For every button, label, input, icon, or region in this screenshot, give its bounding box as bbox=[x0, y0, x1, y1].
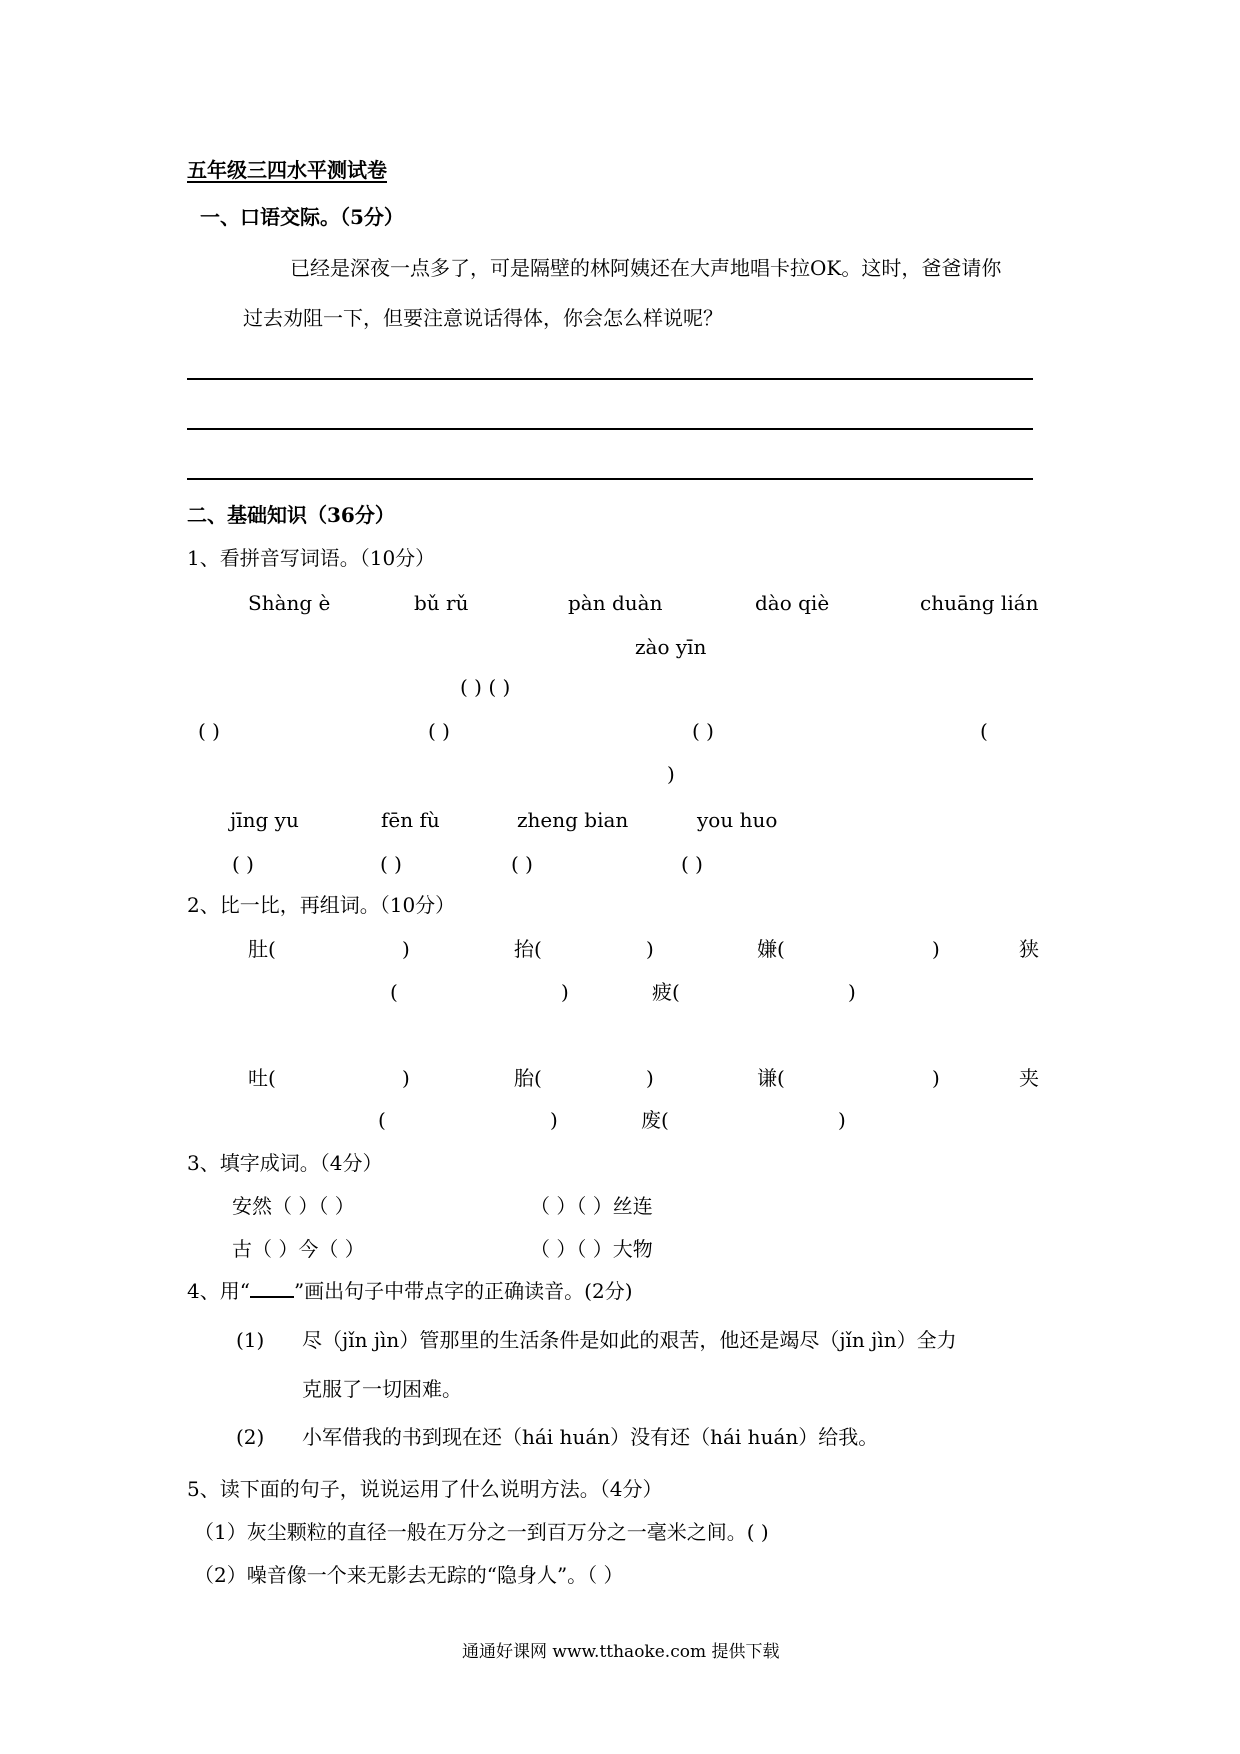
compare-char: 胎( bbox=[514, 1066, 542, 1090]
q4-item1-line2: 克服了一切困难。 bbox=[302, 1377, 462, 1401]
compare-paren: ) bbox=[550, 1108, 558, 1132]
pinyin-word: bǔ rǔ bbox=[414, 591, 469, 615]
q3-heading: 3、填字成词。（4分） bbox=[187, 1151, 383, 1175]
page-footer: 通通好课网 www.tthaoke.com 提供下载 bbox=[462, 1642, 780, 1662]
q5-item2: （2）噪音像一个来无影去无踪的“隐身人”。（ ） bbox=[194, 1563, 624, 1587]
q2-heading: 2、比一比，再组词。（10分） bbox=[187, 893, 456, 917]
compare-char: 吐( bbox=[248, 1066, 276, 1090]
q4-item-number: (2) bbox=[236, 1425, 265, 1449]
answer-parens: ( ) bbox=[198, 719, 220, 743]
answer-parens: ( ) bbox=[692, 719, 714, 743]
pinyin-word: fēn fù bbox=[381, 808, 440, 832]
underline-mark bbox=[250, 1280, 294, 1298]
compare-char: 疲( bbox=[652, 980, 680, 1004]
answer-parens: ( ) bbox=[511, 852, 533, 876]
section1-paragraph-line1: 已经是深夜一点多了，可是隔壁的林阿姨还在大声地唱卡拉OK。这时，爸爸请你 bbox=[290, 256, 1002, 280]
pinyin-word: chuāng lián bbox=[920, 591, 1039, 615]
answer-parens: ( ) bbox=[232, 852, 254, 876]
answer-parens: ( bbox=[980, 719, 988, 743]
answer-parens: ( ) bbox=[380, 852, 402, 876]
idiom-blank: 安然（ ）（ ） bbox=[232, 1194, 355, 1218]
compare-paren: ( bbox=[378, 1108, 386, 1132]
answer-line-2 bbox=[187, 428, 1033, 430]
compare-char: 废( bbox=[641, 1108, 669, 1132]
pinyin-word: pàn duàn bbox=[568, 591, 663, 615]
pinyin-word: you huo bbox=[697, 808, 778, 832]
compare-paren: ) bbox=[848, 980, 856, 1004]
answer-parens: ( ) ( ) bbox=[460, 675, 511, 699]
compare-char: 肚( bbox=[248, 937, 276, 961]
q4-item2-line1: 小军借我的书到现在还（hái huán）没有还（hái huán）给我。 bbox=[302, 1425, 879, 1449]
answer-parens: ( ) bbox=[681, 852, 703, 876]
pinyin-word: dào qiè bbox=[755, 591, 830, 615]
answer-line-3 bbox=[187, 478, 1033, 480]
compare-paren: ( bbox=[390, 980, 398, 1004]
q4-heading: 4、用“ ”画出句子中带点字的正确读音。(2分) bbox=[187, 1279, 633, 1303]
compare-char: 嫌( bbox=[757, 937, 785, 961]
compare-paren: ) bbox=[646, 1066, 654, 1090]
compare-paren: ) bbox=[838, 1108, 846, 1132]
section1-heading: 一、口语交际。（5分） bbox=[200, 205, 404, 229]
compare-paren: ) bbox=[402, 937, 410, 961]
compare-paren: ) bbox=[646, 937, 654, 961]
section2-heading: 二、基础知识（36分） bbox=[187, 503, 395, 527]
pinyin-word: Shàng è bbox=[248, 591, 331, 615]
q1-heading: 1、看拼音写词语。（10分） bbox=[187, 546, 436, 570]
idiom-blank: 古（ ）今（ ） bbox=[232, 1237, 365, 1261]
compare-paren: ) bbox=[932, 937, 940, 961]
page-title: 五年级三四水平测试卷 bbox=[187, 158, 387, 182]
pinyin-word: jīng yu bbox=[230, 808, 299, 832]
section1-paragraph-line2: 过去劝阻一下，但要注意说话得体，你会怎么样说呢？ bbox=[243, 306, 723, 330]
pinyin-word: zheng bian bbox=[517, 808, 629, 832]
q4-item1-line1: 尽（jǐn jìn）管那里的生活条件是如此的艰苦，他还是竭尽（jǐn jìn）全力 bbox=[302, 1328, 957, 1352]
compare-char: 夹 bbox=[1019, 1066, 1039, 1090]
compare-paren: ) bbox=[402, 1066, 410, 1090]
q4-item-number: (1) bbox=[236, 1328, 265, 1352]
idiom-blank: （ ）（ ）丝连 bbox=[530, 1194, 653, 1218]
pinyin-word: zào yīn bbox=[635, 635, 707, 659]
q5-item1: （1）灰尘颗粒的直径一般在万分之一到百万分之一毫米之间。( ) bbox=[194, 1520, 769, 1544]
answer-parens: ( ) bbox=[428, 719, 450, 743]
answer-parens: ) bbox=[667, 762, 675, 786]
compare-char: 狭 bbox=[1019, 937, 1039, 961]
compare-char: 谦( bbox=[757, 1066, 785, 1090]
q5-heading: 5、读下面的句子，说说运用了什么说明方法。（4分） bbox=[187, 1477, 663, 1501]
compare-char: 抬( bbox=[514, 937, 542, 961]
idiom-blank: （ ）（ ）大物 bbox=[530, 1237, 653, 1261]
answer-line-1 bbox=[187, 378, 1033, 380]
compare-paren: ) bbox=[932, 1066, 940, 1090]
compare-paren: ) bbox=[561, 980, 569, 1004]
